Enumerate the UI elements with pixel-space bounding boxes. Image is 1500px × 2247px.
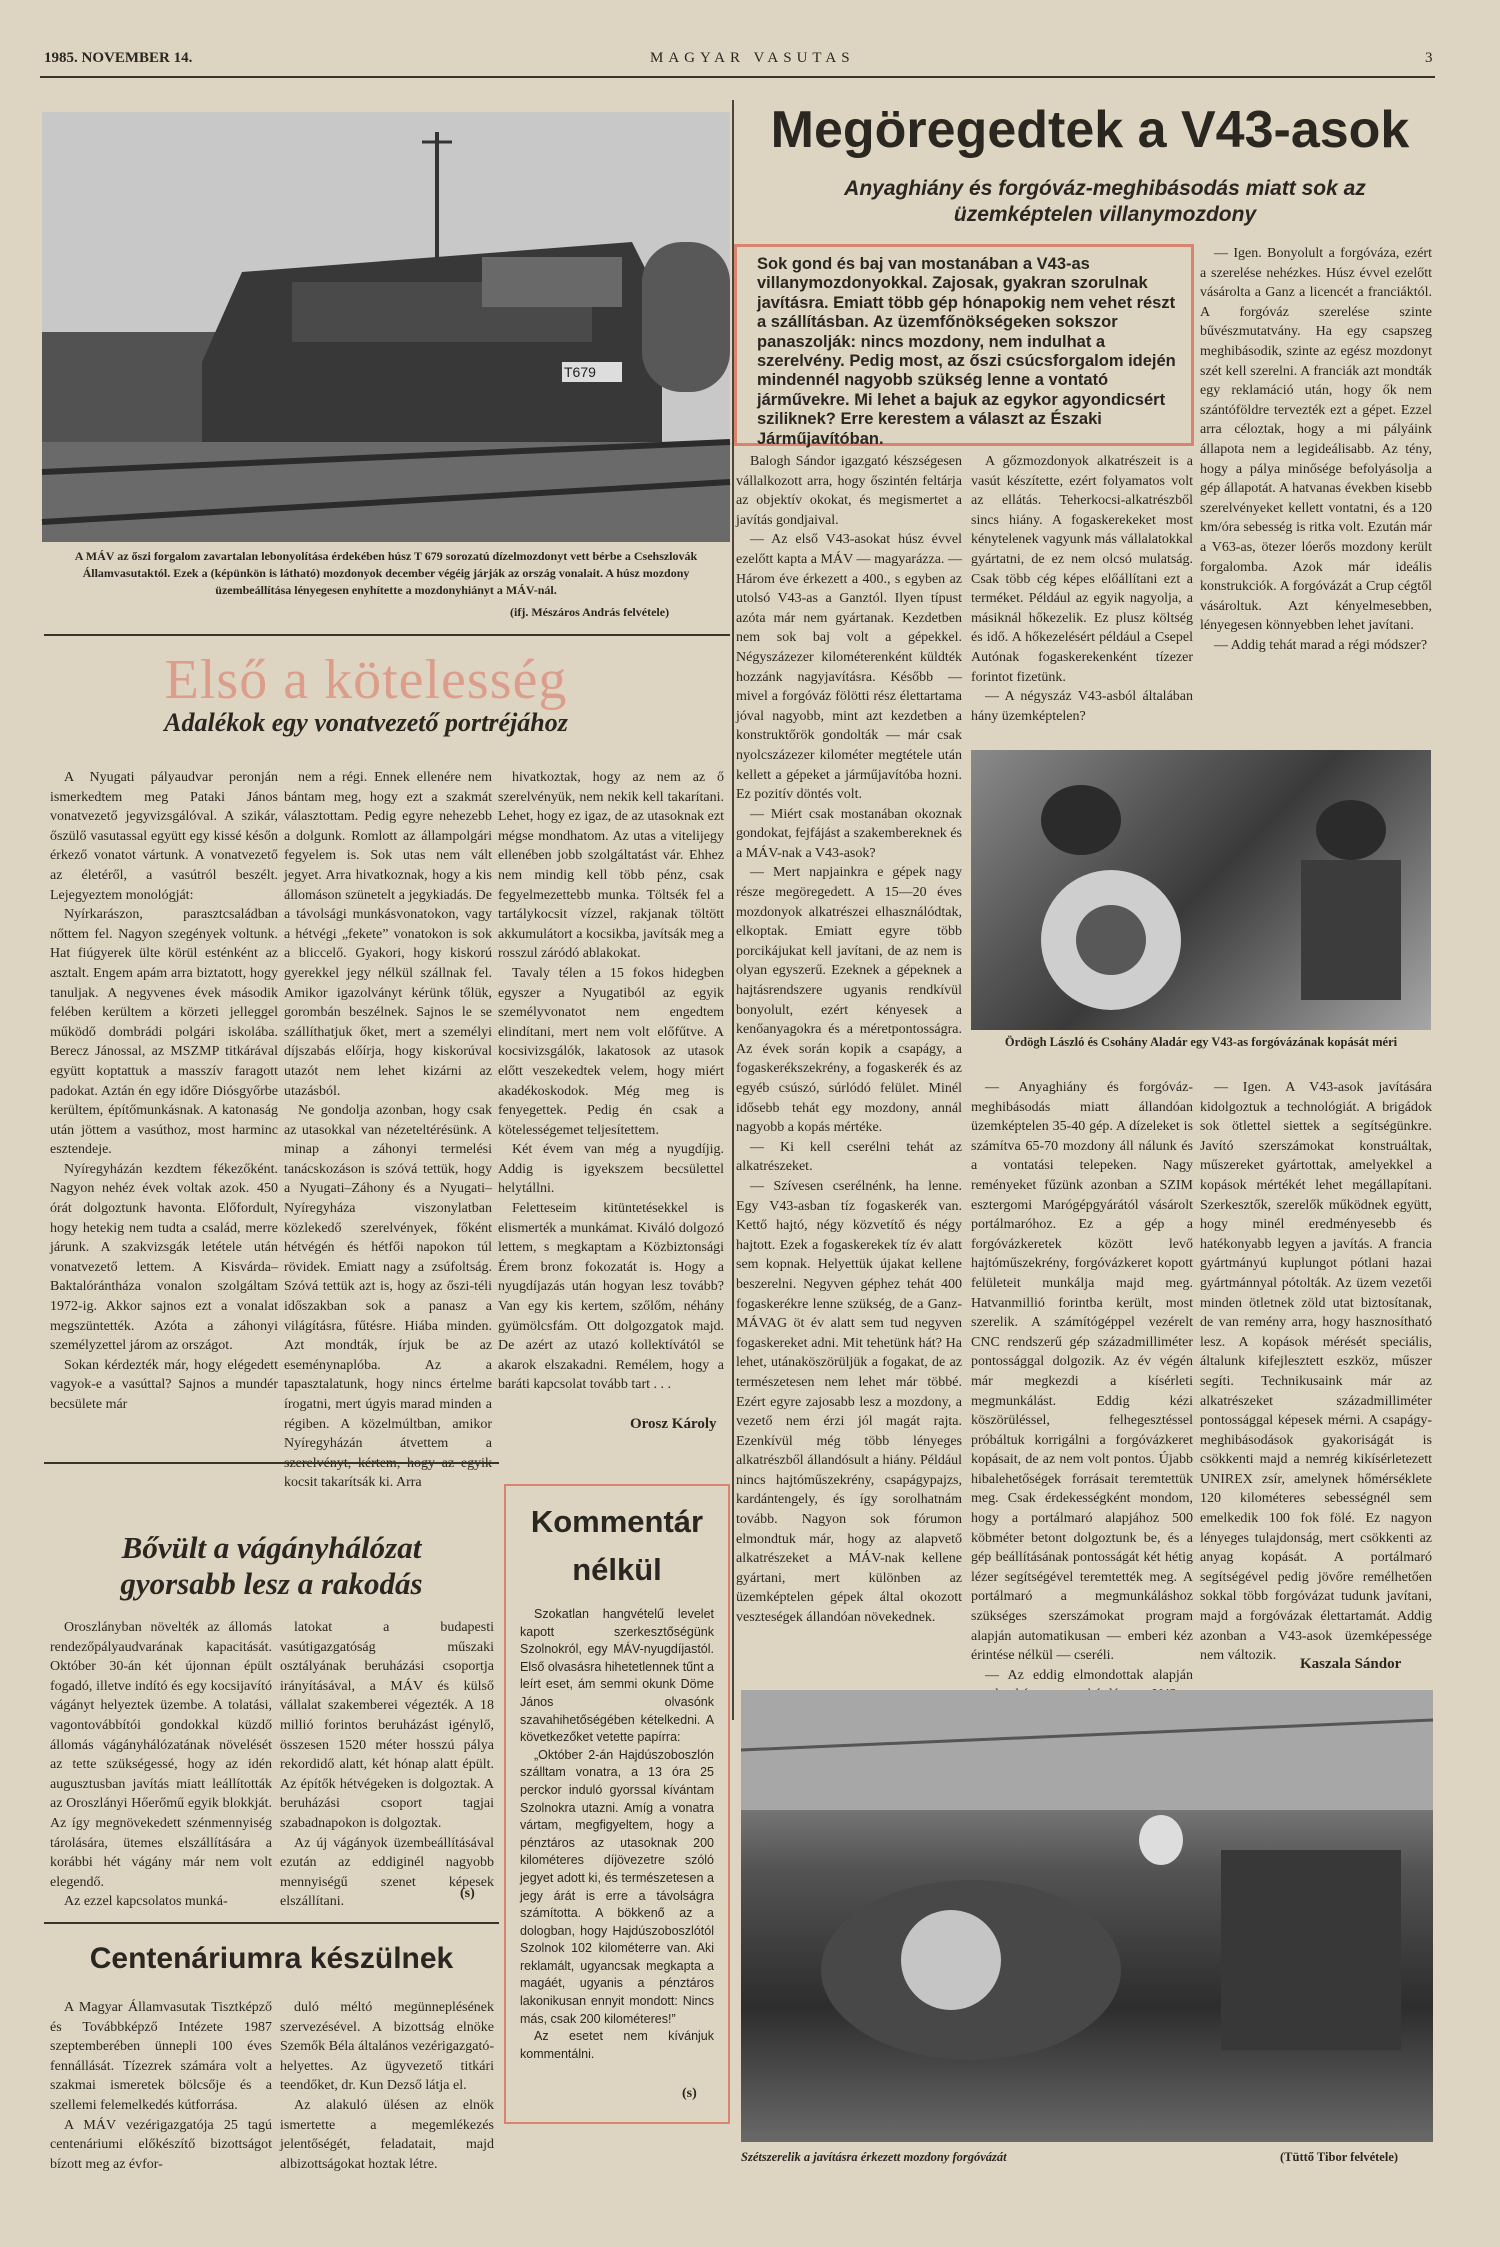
paragraph: Ne gondolja azonban, hogy csak az utasokkal van nézeteltérésünk. A minap a záhonyi termelési tanácskozáson is szóvá tettük, hogy a Nyugati–Záhony és a Nyugati–Nyíregyháza viszonylatban közlekedő szerelvények, főként hétvégén és hétfői napokon túl rövidek. Emiatt nagy a zsúfoltság. Szóvá tettük azt is, hogy az őszi-téli időszakban sok a panasz a világításra, fűtésre. Hiába minden. Azt mondták, írjuk be az eseménynaplóba. Az a tapasztalatunk, hogy nincs értelme írogatni, mert úgyis marad minden a régiben. A közelmúltban, amikor Nyíregyházán átvettem a kocsit takarítsák ki. Arra bbox=[284, 1103, 492, 1491]
paragraph: — Ki kell cserélni tehát az alkatrészeket. bbox=[736, 1139, 962, 1175]
article2-lead-box: Sok gond és baj van mostanában a V43-as villanymozdonyokkal. Zajosak, gyakran szorulnak javításra. Emiatt több gép hónapokig nem vehet részt a szállításban. Az üzemfőnökségeken sokszor panaszolják: nincs mozdony, nem indulhat a szerelvény. Pedig most, az őszi csúcsforgalom idején mindennél nagyobb szükség lenne a vontató járművekre. Mi lehet a bajuk az egykor agyondicsért sziliknek? Erre kerestem a választ az Északi Járműjavítóban. bbox=[734, 244, 1194, 446]
photo1-caption: A MÁV az őszi forgalom zavartalan lebonyolítása érdekében húsz T 679 sorozatú dízelmozdonyt vett bérbe a Csehszlovák Államvasutaktól. Ezek a (képünkön is látható) mozdonyok december végéig járják az ország vonalait. A húsz mozdony üzembeállítása lényegesen enyhítette a mozdonyhiányt a MÁV-nál. bbox=[74, 549, 698, 597]
paragraph: Sokan kérdezték már, hogy elégedett vagyok-e a vasúttal? Sajnos a mundér becsülete már bbox=[50, 1357, 278, 1412]
paragraph: latokat a budapesti vasútigazgatóság műszaki osztályának beruházási csoportja irányításával, a MÁV és külső vállalat szakemberei végezték. A 18 millió forintos beruházást igénylő, összesen 1520 méter hosszú pálya rekordidő alatt, két hónap alatt épült. Az építők hétvégeken is dolgoztak. A beruházási csoport tagjai szabadnapokon is dolgoztak. bbox=[280, 1620, 494, 1831]
paragraph: — A négyszáz V43-asból általában hány üzemképtelen? bbox=[971, 689, 1193, 724]
article2-column-b-top bbox=[971, 452, 1193, 747]
article4-body bbox=[520, 1606, 714, 2086]
article1-subtitle: Adalékok egy vonatvezető portréjához bbox=[164, 708, 568, 737]
article1-column-2 bbox=[284, 768, 492, 1491]
paragraph: nem a régi. Ennek ellenére nem bántam meg, hogy ezt a szakmát választottam. Pedig egyre nehezebb a dolgunk. Romlott az állampolgári fegyelem is. Sok utas nem vált jegyet. Arra hivatkoznak, hogy a kis állomáson szünetelt a jegykiadás. De a távolsági munkásvonatokon, vagy a hétvégi „fekete” vonatokon is sok a bliccelő. Gyakori, hogy kiskorú gyerekkel jegy nélkül szállnak fel. Amikor igazolványt kérünk tőlük, gorombán beszélnek. Sajnos le se szállíthatjuk őket, mert a személyi díjszabás előírja, hogy kiskorúval utazót nem lehet kizárni az utazásból. bbox=[284, 770, 492, 1099]
paragraph: — Az eddig elmondottak alapján bbox=[985, 1667, 1193, 1683]
section-rule bbox=[44, 1922, 499, 1924]
paragraph: A MÁV vezérigazgatója 25 tagú centenáriumi előkészítő bizottságot bízott meg az évfor- bbox=[50, 2117, 272, 2172]
article3-title-line-1: Bővült a vágányhálózat bbox=[121, 1530, 422, 1565]
workshop-illustration bbox=[741, 1690, 1433, 2142]
repair-workers-photo bbox=[971, 750, 1431, 1030]
masthead: MAGYAR VASUTAS bbox=[650, 50, 855, 66]
article1-author: Orosz Károly bbox=[630, 1416, 717, 1432]
page-number: 3 bbox=[1425, 50, 1433, 66]
paragraph: Szokatlan hangvételű levelet kapott szerkesztőségünk Szolnokról, egy MÁV-nyugdíjastól. Első olvasásra hihetetlennek tűnt a leírt eset, ám semmi okunk Döme János olvasónk szavahihetőségében kételkedni. A következőket vetette papírra: bbox=[520, 1607, 714, 1745]
photo3-credit: (Tüttő Tibor felvétele) bbox=[1280, 2150, 1399, 2164]
paragraph: Balogh Sándor igazgató készségesen vállalkozott arra, hogy őszintén feltárja az objektív okokat, és megismertet a javítás gondjaival. bbox=[736, 454, 962, 528]
article2-author: Kaszala Sándor bbox=[1300, 1656, 1402, 1672]
paragraph: A gőzmozdonyok alkatrészeit is a vasút készítette, ezért folyamatos volt az ellátás. Teherkocsi-alkatrészből sincs hiány. A fogaskerekeket most kénytelenek vagyunk más vállalatokkal gyártatni, de ez nem olcsó mulatság. Csak több cég képes előállítani ezt a terméket. Például az egyik nagyolja, a másiknál hőkezelik. Ez plusz költség és idő. A hőkezelésért például a Csepel Autónak fogaskerekenként tízezer forintot fizetünk. bbox=[971, 454, 1193, 685]
article2-column-b-bottom bbox=[971, 1078, 1193, 1683]
number-plate: T679 bbox=[564, 364, 596, 380]
paragraph: Nyírkarászon, parasztcsaládban nőttem fel. Nagyon szegények voltunk. Hat fiúgyerek ülte körül esténként az asztalt. Engem apám arra biztatott, hogy tanuljak. A negyvenes évek második felében kerültem a körzeti jelleggel működő dombrádi polgári iskolába. Berecz Jánossal, az MSZMP titkárával együtt koptattuk a masszív faragott padokat. Aztán én egy időre Diósgyőrbe kerültem, építőmunkásnak. A katonaság után jöttem a vasúthoz, most harminc esztendeje. bbox=[50, 907, 278, 1158]
paragraph: Az új vágányok üzembeállításával ezután az eddiginél nagyobb mennyiségű szenet képesek elszállítani. bbox=[280, 1835, 494, 1910]
article4-title-line-1: Kommentár bbox=[530, 1504, 704, 1539]
issue-date: 1985. NOVEMBER 14. bbox=[44, 50, 193, 66]
article4-signature: (s) bbox=[682, 2086, 697, 2101]
article2-column-c-top bbox=[1200, 244, 1432, 744]
article5-column-1 bbox=[50, 1998, 272, 2172]
article1-column-3 bbox=[498, 768, 724, 1408]
paragraph: Az esetet nem kívánjuk kommentálni. bbox=[520, 2029, 714, 2061]
paragraph: Tavaly télen a 15 fokos hidegben egyszer a Nyugatiból az egyik személyvonatot nem engedtem elindítani, mert nem volt előfűtve. A kocsivizsgálók, lakatosok az utasok előtt veszekedtek velem, hogy miért akadékoskodok. Még meg is fenyegettek. Pedig én csak a kötelességemet teljesítettem. bbox=[498, 965, 724, 1138]
paragraph: Feletteseim kitüntetésekkel is elismerték a munkámat. Kiváló dolgozó lettem, s megkaptam a Közbiztonsági Érem bronz fokozatát is. Hogy a nyugdíjazás után hogyan lesz tovább? Van egy kis kertem, szőlőm, néhány gyümölcsfám. Ott dolgozgatok majd. De azért az utazó kollektívától se akarok elszakadni. Remélem, hogy a baráti kapcsolat tovább tart . . . bbox=[498, 1201, 724, 1393]
gear-measurement-illustration bbox=[971, 750, 1431, 1030]
header-rule bbox=[40, 76, 1435, 78]
article3-column-1 bbox=[50, 1618, 272, 1908]
paragraph: Nyíregyházán kezdtem fékezőként. Nagyon nehéz évek voltak azok. 450 órát dolgoztunk havonta. Előfordult, hogy hetekig nem tudta a család, merre járunk. A szakvizsgák letétele után vonatvezető lettem. A Kisvárda–Baktalórántháza vonalon szolgáltam 1972-ig. Akkor sajnos ezt a vonalat megszüntették. Azóta a záhonyi személyzettel járom az országot. bbox=[50, 1161, 278, 1354]
paragraph: Az alakuló ülésen az elnök ismertette a megemlékezés jelentőségét, feladatait, majd albizottságokat hoztak létre. bbox=[280, 2097, 494, 2172]
article5-title: Centenáriumra készülnek bbox=[89, 1942, 454, 1975]
photo3-caption: Szétszerelik a javításra érkezett mozdony forgóvázát bbox=[741, 2150, 1007, 2164]
bogie-disassembly-photo bbox=[741, 1690, 1433, 2142]
paragraph: Az ezzel kapcsolatos munká- bbox=[64, 1894, 228, 1910]
paragraph: — Mert napjainkra e gépek nagy része megöregedett. A 15—20 éves mozdonyok alkatrészei elhasználódtak, elkoptak. Emiatt egyre több porcikájukat kell javítani, de az nem is olyan egyszerű. Ezeknek a gépeknek a hajtásrendszere ugyanis rendkívül bonyolult, ezért kényesek a kenőanyagokra és a méretpontosságra. Az évek során kopik a csapágy, a fogaskerékszekrény, a fogaskerék és az egyéb csúszó, súrlódó felület. Minél idősebb tehát egy mozdony, annál nagyobb a kopás mértéke. bbox=[736, 865, 962, 1136]
article2-title: Megöregedtek a V43-asok bbox=[770, 101, 1410, 159]
article2-column-a bbox=[736, 452, 962, 1626]
article3-signature: (s) bbox=[460, 1886, 475, 1901]
article1-title: Első a kötelesség bbox=[164, 649, 568, 711]
locomotive-illustration bbox=[42, 112, 730, 542]
article4-title bbox=[506, 1498, 728, 1594]
paragraph: Két évem van még a nyugdíjig. Addig is igyekszem becsülettel helytállni. bbox=[498, 1142, 724, 1197]
paragraph: — Addig tehát marad a régi módszer? bbox=[1214, 637, 1428, 653]
article5-column-2 bbox=[280, 1998, 494, 2172]
paragraph: — Igen. A V43-asok javítására kidolgoztuk a technológiát. A brigádok sok ötlettel siettek a segítségünkre. Javító szerszámokat konstruáltak, műszereket gyártottak, amelyekkel a kopások mértékét lehet megállapítani. Szerkesztők, szerelők működnek együtt, hogy minél eredményesebb és hatékonyabb legyen a javítás. A francia gyártmányú kuplungot pótlani hazai gyártmánnyal pótolták. Az üzem vezetői minden ötletnek zöld utat biztosítanak, de van remény arra, hogy hasznosítható lesz. A kopások mérését speciális, általunk kifejlesztett eszköz, műszer segíti. Technikusaink már az alkatrészeket századmilliméter pontossággal képesek mérni. A csapágy-meghibásodások gyakoriságát is csökkenti majd a nemrég kikísérletezett UNIREX zsír, amelynek hőmérséklete 120 kilométeres sebességnél sem emelkedik 100 fok fölé. Ez nagyon lényeges tulajdonság, mert csökkenti az anyag kopását. A portálmaró segítségével pedig jövőre remélhetően sokkal több forgóvázat tudunk javítani, majd a forgóvázak élettartamát. Addig azonban a V43-asok üzemképessége nem változik. bbox=[1200, 1080, 1432, 1664]
photo1-credit: (ifj. Mészáros András felvétele) bbox=[510, 605, 670, 619]
article2-subtitle: Anyaghiány és forgóváz-meghibásodás miatt sok az üzemképtelen villanymozdony bbox=[844, 177, 1366, 226]
paragraph: A Nyugati pályaudvar peronján ismerkedtem meg Pataki János vonatvezető jegyvizsgálóval. A szikár, őszülő vasutassal együtt egy kissé későn érkező vonatot vártunk. A vonatvezető az életéről, a vasútról beszélt. Lejegyeztem monológját: bbox=[50, 770, 278, 903]
locomotive-photo bbox=[42, 112, 730, 542]
paragraph: Oroszlányban növelték az állomás rendezőpályaudvarának kapacitását. Október 30-án két újonnan épült fogadó, illetve indító és egy kocsijavító vágányt helyeztek üzembe. A tolatási, vagontovábbítói gondokkal küzdő állomás vágányhálózatának növelését az tette szükségessé, hogy az idén augusztusban javítás miatt leállították az Oroszlányi Hőerőmű egyik blokkját. Az így megnövekedett szénmennyiség tárolására, ütemes elszállítására a korábbi hét vágány már nem volt elegendő. bbox=[50, 1620, 272, 1890]
paragraph: — Az első V43-asokat húsz évvel ezelőtt kapta a MÁV — magyarázza. — Három éve érkezett a 400., s egyben az utolsó V43-as a Ganztól. Ilyen típust azóta már nem gyártanak. Kezdetben nem sok baj volt a gépekkel. Négyszázezer kilométerenként küldték hozzánk nagyjavításra. Később — mivel a forgóváz fölötti rész élettartama jóval nagyobb, mint azt kezdetben a konstruktőrök gondolták — már csak nyolcszázezer kilométer megtétele után kellett a gépeket a járműjavítóba hozni. Ez pozitív döntés volt. bbox=[736, 532, 962, 803]
paragraph: duló méltó megünneplésének szervezésével. A bizottság elnöke Szemők Béla általános vezérigazgató-helyettes. Az ügyvezető titkári teendőket, dr. Kun Dezső látja el. bbox=[280, 2000, 494, 2094]
paragraph: A Magyar Államvasutak Tisztképző és Továbbképző Intézete 1987 szeptemberében ünnepli 100 éves fennállását. Tízezrek számára volt a szakmai ismeretek bölcsője és a szellemi felemelkedés kútforrása. bbox=[50, 2000, 272, 2113]
paragraph: — Anyaghiány és forgóváz-meghibásodás miatt állandóan üzemképtelen 35-40 gép. A dízeleket is számítva 65-70 mozdony áll nálunk és a vontatási telepeken. Nagy reményeket fűzünk azonban a SZIM esztergomi Marógépgyárától vásárolt portálmaróhoz. Ez a gép a forgóvázkeretek között levő hajtóműszekrény, forgóvázkeret kopott felületeit munkálja majd meg. Hatvanmillió forintba került, most szerelik. A számítógéppel vezérelt CNC rendszerű gép századmilliméter pontossággal dolgozik. Az év végén már megkezdi a kísérleti megmunkálást. Eddig kézi köszörüléssel, felhegesztéssel próbáltuk korrigálni a forgóvázkeret kopásait, de az nem volt pontos. Újabb hibalehetőségek forrásait teremtettük meg. Csak érdekességként mondom, hogy a portálmaró alapjához 500 köbméter betont dolgoztunk be, és a gép beállításának pontosságát két hétig lézer segítségével teremtették meg. A portálmaró a megmunkáláshoz szükséges szerszámokat program alapján automatikusan — emberi kéz érintése nélkül — cseréli. bbox=[971, 1080, 1193, 1664]
paragraph: „Október 2-án Hajdúszoboszlón szálltam vonatra, a 13 óra 25 perckor induló gyorssal kívántam Szolnokra utazni. Amíg a vonatra vártam, megfigyeltem, hogy a pénztáros az utasoknak 200 kilométeres díjövezetre szóló jegyet adott ki, és természetesen a jegy árát is erre a távolságra számította. A bökkenő az a dologban, hogy Hajdúszoboszlótól Szolnok 102 kilométerre van. Aki reklamált, ugyancsak megkapta a magáét, ugyanis a pénztáros lakonikusan ennyit mondott: Nincs más, csak 200 kilométeres!” bbox=[520, 1747, 714, 2026]
article3-column-2 bbox=[280, 1618, 494, 1908]
paragraph: hivatkoztak, hogy az nem az ő szerelvényük, nem nekik kell takarítani. Lehet, hogy ez igaz, de az utasoknak ezt mégse mondhatom. Az utas a vitelijegy ellenében jobb szolgáltatást vár. Ehhez nem mindig kell több pénz, csak fegyelmezettebb munka. Töltsék fel a tartálykocsit vízzel, rakjanak töltött akkumulátort a kocsikba, javítsák meg a rosszul záródó ablakokat. bbox=[498, 770, 724, 962]
section-rule bbox=[44, 634, 730, 636]
article3-title-line-2: gyorsabb lesz a rakodás bbox=[120, 1566, 423, 1601]
photo2-caption: Ördögh László és Csohány Aladár egy V43-as forgóvázának kopását méri bbox=[1004, 1035, 1398, 1049]
paragraph: — Szívesen cserélnénk, ha lenne. Egy V43-asban tíz fogaskerék van. Kettő hajtó, négy közvetítő és négy hajtott. Ezek a fogaskerekek tíz év alatt sem kopnak. Helyettük újakat kellene beszerelni. Negyven géphez tehát 400 fogaskerékre lenne szükség, de a Ganz-MÁVAG öt év alatt sem tud negyven fogaskereket adni. Mit tehetünk hát? Ha lehet, utánaköszörüljük a fogakat, de az természetesen nem lehet már többé. Ezért egyre zajosabb lesz a mozdony, a vezető nem érzi jól magát rajta. Ezenkívül még több lényeges alkatrészből állandósult a hiány. Például nincs hajtóműszekrény, csapágypajzs, kardántengely, és így sorolhatnám tovább. Nagyon sok fórumon elmondtuk már, hogy az alapvető alkatrészeket a MÁV-nak kellene gyártani, mert különben az üzemképtelen gépek által okozott veszteségek állandóan növekednek. bbox=[736, 1178, 962, 1626]
section-rule bbox=[44, 1462, 499, 1464]
article3-title bbox=[44, 1530, 499, 1602]
article4-title-line-2: nélkül bbox=[572, 1552, 662, 1587]
article1-column-1 bbox=[50, 768, 278, 1448]
paragraph: — Igen. Bonyolult a forgóváza, ezért a szerelése nehézkes. Húsz évvel ezelőtt vásárolta a Ganz a licencét a franciáktól. A forgóváz szerelése szinte bűvészmutatvány. Ha egy csapszeg meghibásodik, szinte az egész mozdonyt szét kell szerelni. A franciák azt mondták egy reklamáció után, hogy ők nem szántóföldre tervezték ezt a gépet. Ezzel arra céloztak, hogy a mi pályáink állapota nem a legideálisabb. Az tény, hogy a pálya minősége befolyásolja a gép állapotát. A hatvanas években kisebb szerelvényeket kellett vontatni, és a 120 km/óra sebesség is ritka volt. Ezután már a V63-as, ötezer lóerős mozdony került forgalomba. Azok már ideális konstrukciók. A forgóvázát a Crup cégtől vásároltuk. Azt kényelmesebben, lényegesen könnyebben lehet javítani. bbox=[1200, 246, 1432, 634]
kommentar-box bbox=[504, 1484, 730, 2124]
paragraph: — Miért csak mostanában okoznak gondokat, fejfájást a szakembereknek és a MÁV-nak a V43-asok? bbox=[736, 806, 962, 861]
